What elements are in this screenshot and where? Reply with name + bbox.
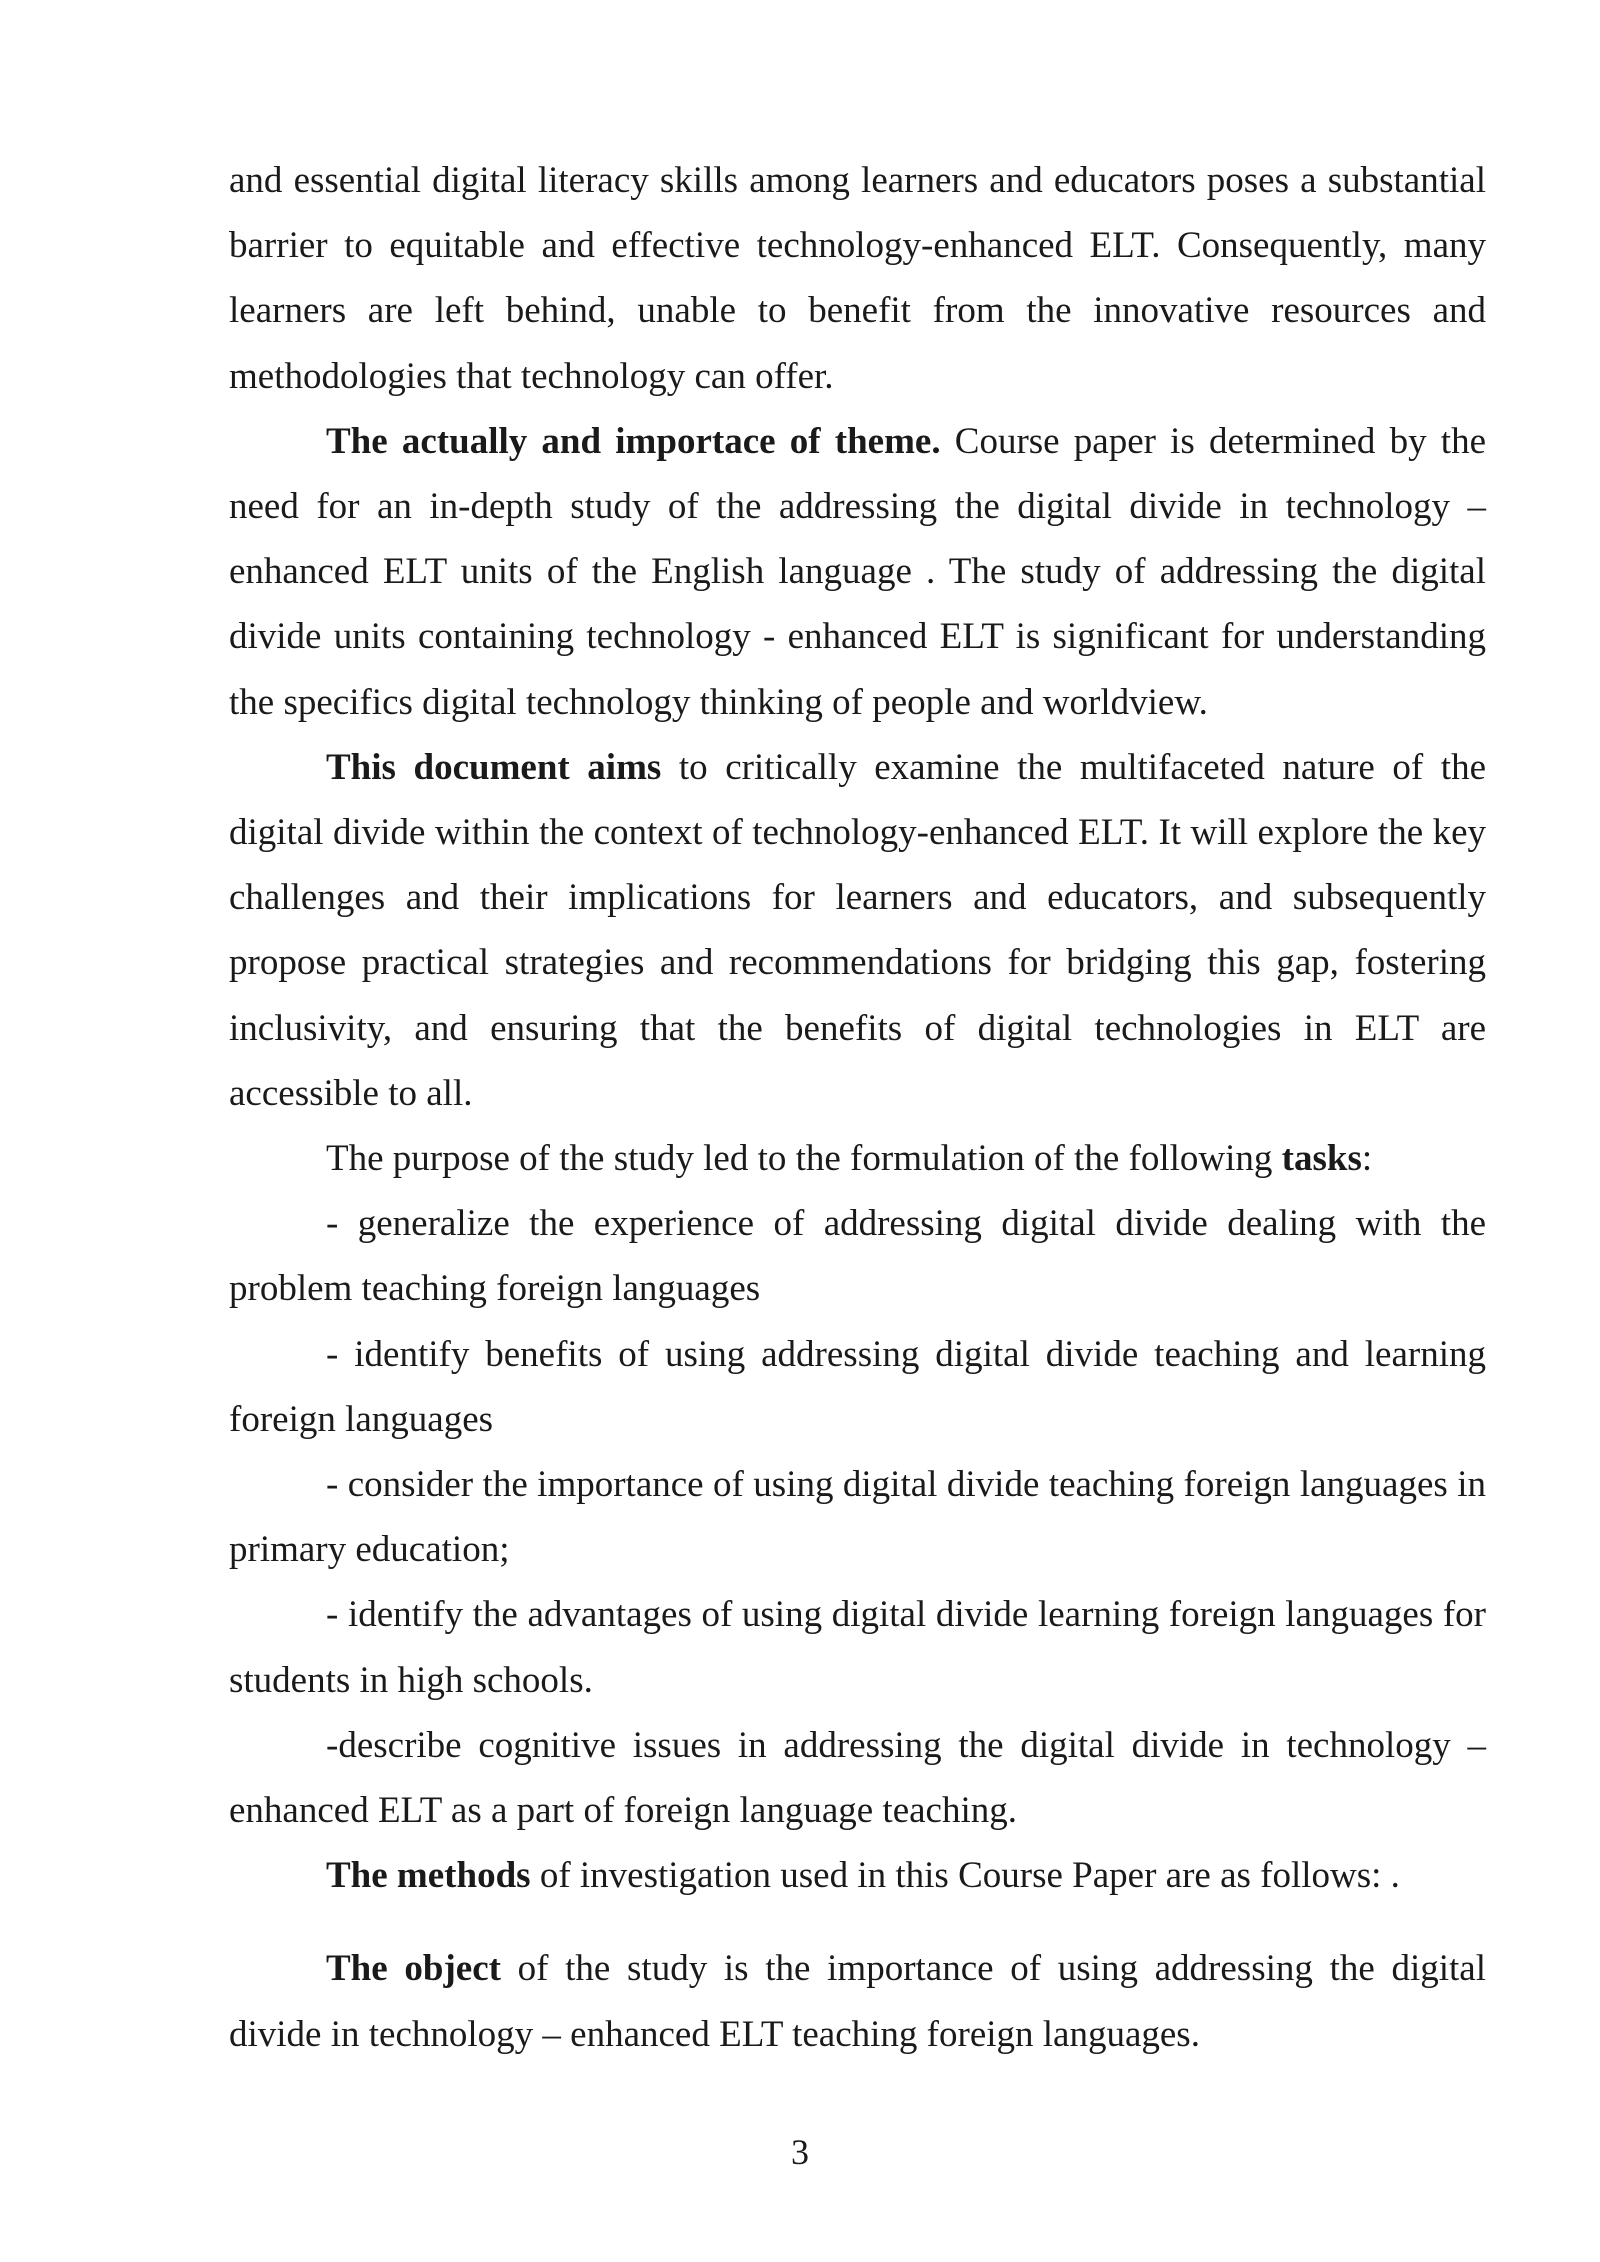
paragraph-digital-literacy <box>229 148 1486 409</box>
paragraph-aims <box>229 735 1486 1126</box>
tasks-keyword: tasks <box>1281 1138 1362 1180</box>
paragraph-object <box>229 1936 1486 2066</box>
paragraph-text: : <box>1361 1138 1373 1180</box>
paragraph-text: to critically examine the multifaceted nature of the digital divide within the context of technology-enhanced ELT. It will explore the key challenges and their implications for learners and educators, and subsequently propose practical strategies and recommendations for bridging this gap, fostering inclusivity, and ensuring that the benefits of digital technologies in ELT are accessible to all. <box>229 746 1486 1114</box>
paragraph-text: The purpose of the study led to the formulation of the following <box>326 1138 1282 1180</box>
paragraph-actuality <box>229 409 1486 735</box>
paragraph-text: and essential digital literacy skills among learners and educators poses a substantial barrier to equitable and effective technology-enhanced ELT. Consequently, many learners are left behind, unable to benefit from the innovative resources and methodologies that technology can offer. <box>229 160 1486 397</box>
task-item-identify-benefits <box>229 1322 1486 1452</box>
task-item-identify-advantages <box>229 1582 1486 1712</box>
section-heading-actuality: The actually and importace of theme. <box>326 420 941 462</box>
paragraph-methods <box>229 1843 1486 1908</box>
section-heading-methods: The methods <box>326 1855 531 1897</box>
document-body <box>229 148 1486 2067</box>
paragraph-text: Course paper is determined by the need for an in-depth study of the addressing the digital divide in technology – enhanced ELT units of the English language . The study of addressing the digital divide units containing technology - enhanced ELT is significant for understanding the specifics digital technology thinking of people and worldview. <box>229 420 1487 723</box>
task-item-consider-importance <box>229 1452 1486 1582</box>
task-text: - identify the advantages of using digital divide learning foreign languages for students in high schools. <box>229 1594 1486 1701</box>
paragraph-text: of the study is the importance of using addressing the digital divide in technology – enhanced ELT teaching foreign languages. <box>229 1948 1486 2055</box>
task-item-describe-cognitive <box>229 1713 1486 1843</box>
paragraph-purpose <box>229 1126 1486 1191</box>
task-text: - generalize the experience of addressing digital divide dealing with the problem teaching foreign languages <box>229 1203 1486 1310</box>
page-number: 3 <box>791 2132 809 2172</box>
section-heading-object: The object <box>326 1948 501 1990</box>
section-heading-aims: This document aims <box>326 746 662 788</box>
task-text: - identify benefits of using addressing digital divide teaching and learning foreign languages <box>229 1333 1486 1440</box>
task-text: -describe cognitive issues in addressing the digital divide in technology – enhanced ELT as a part of foreign language teaching. <box>229 1724 1486 1832</box>
paragraph-text: of investigation used in this Course Paper are as follows: . <box>530 1855 1400 1897</box>
task-text: - consider the importance of using digital divide teaching foreign languages in primary education; <box>229 1464 1486 1571</box>
task-item-generalize <box>229 1191 1486 1321</box>
